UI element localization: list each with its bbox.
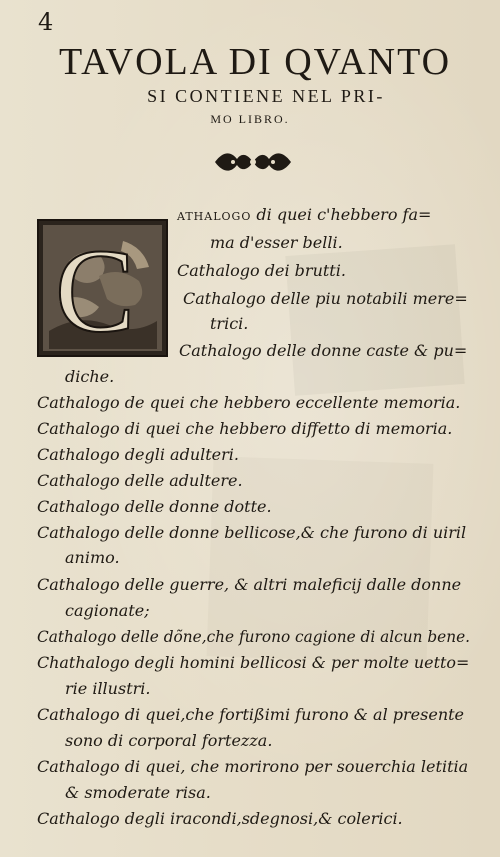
- list-item: Cathalogo delle dõne,che furono cagione di alcun bene.: [37, 627, 471, 646]
- list-item: Cathalogo de quei che hebbero eccellente memoria.: [37, 393, 461, 412]
- list-item: Chathalogo degli homini bellicosi & per molte uetto=: [37, 653, 470, 672]
- list-item-continuation: trici.: [210, 314, 249, 333]
- list-item: Cathalogo delle guerre, & altri maleficij dalle donne: [37, 575, 462, 594]
- list-item-continuation: ma d'esser belli.: [210, 233, 343, 252]
- list-item: Cathalogo dei brutti.: [177, 261, 346, 280]
- list-item: ATHALOGO di quei c'hebbero fa=: [177, 205, 432, 224]
- woodcut-illustration-icon: [39, 221, 166, 355]
- page-title: TAVOLA DI QVANTO: [58, 41, 452, 83]
- list-item: Cathalogo delle donne bellicose,& che furono di uiril: [37, 523, 467, 542]
- list-item: Cathalogo delle donne caste & pu=: [179, 341, 468, 360]
- list-item-continuation: animo.: [65, 548, 120, 567]
- list-item: Cathalogo di quei che hebbero diffetto di memoria.: [37, 419, 453, 438]
- list-item-continuation: diche.: [65, 367, 115, 386]
- list-item: Cathalogo delle piu notabili mere=: [183, 289, 468, 308]
- page-subtitle: SI CONTIENE NEL PRI-: [147, 86, 385, 106]
- list-item: Cathalogo di quei,che fortißimi furono & al presente: [37, 705, 465, 724]
- decorated-initial-c: [37, 219, 168, 357]
- svg-text:C: C: [55, 224, 136, 355]
- list-item: Cathalogo di quei, che morirono per souerchia letitia: [37, 757, 469, 776]
- list-item: Cathalogo degli adulteri.: [37, 445, 239, 464]
- list-item: Cathalogo delle donne dotte.: [37, 497, 272, 516]
- list-item-continuation: sono di corporal fortezza.: [65, 731, 273, 750]
- page-subtitle-continuation: MO LIBRO.: [210, 112, 290, 126]
- list-item-continuation: rie illustri.: [65, 679, 151, 698]
- list-item: Cathalogo delle adultere.: [37, 471, 243, 490]
- fleuron-ornament-icon: [213, 149, 293, 175]
- page-number: 4: [38, 8, 54, 36]
- list-item-continuation: & smoderate risa.: [65, 783, 211, 802]
- list-item: Cathalogo degli iracondi,sdegnosi,& colerici.: [37, 809, 403, 828]
- list-item-continuation: cagionate;: [65, 601, 150, 620]
